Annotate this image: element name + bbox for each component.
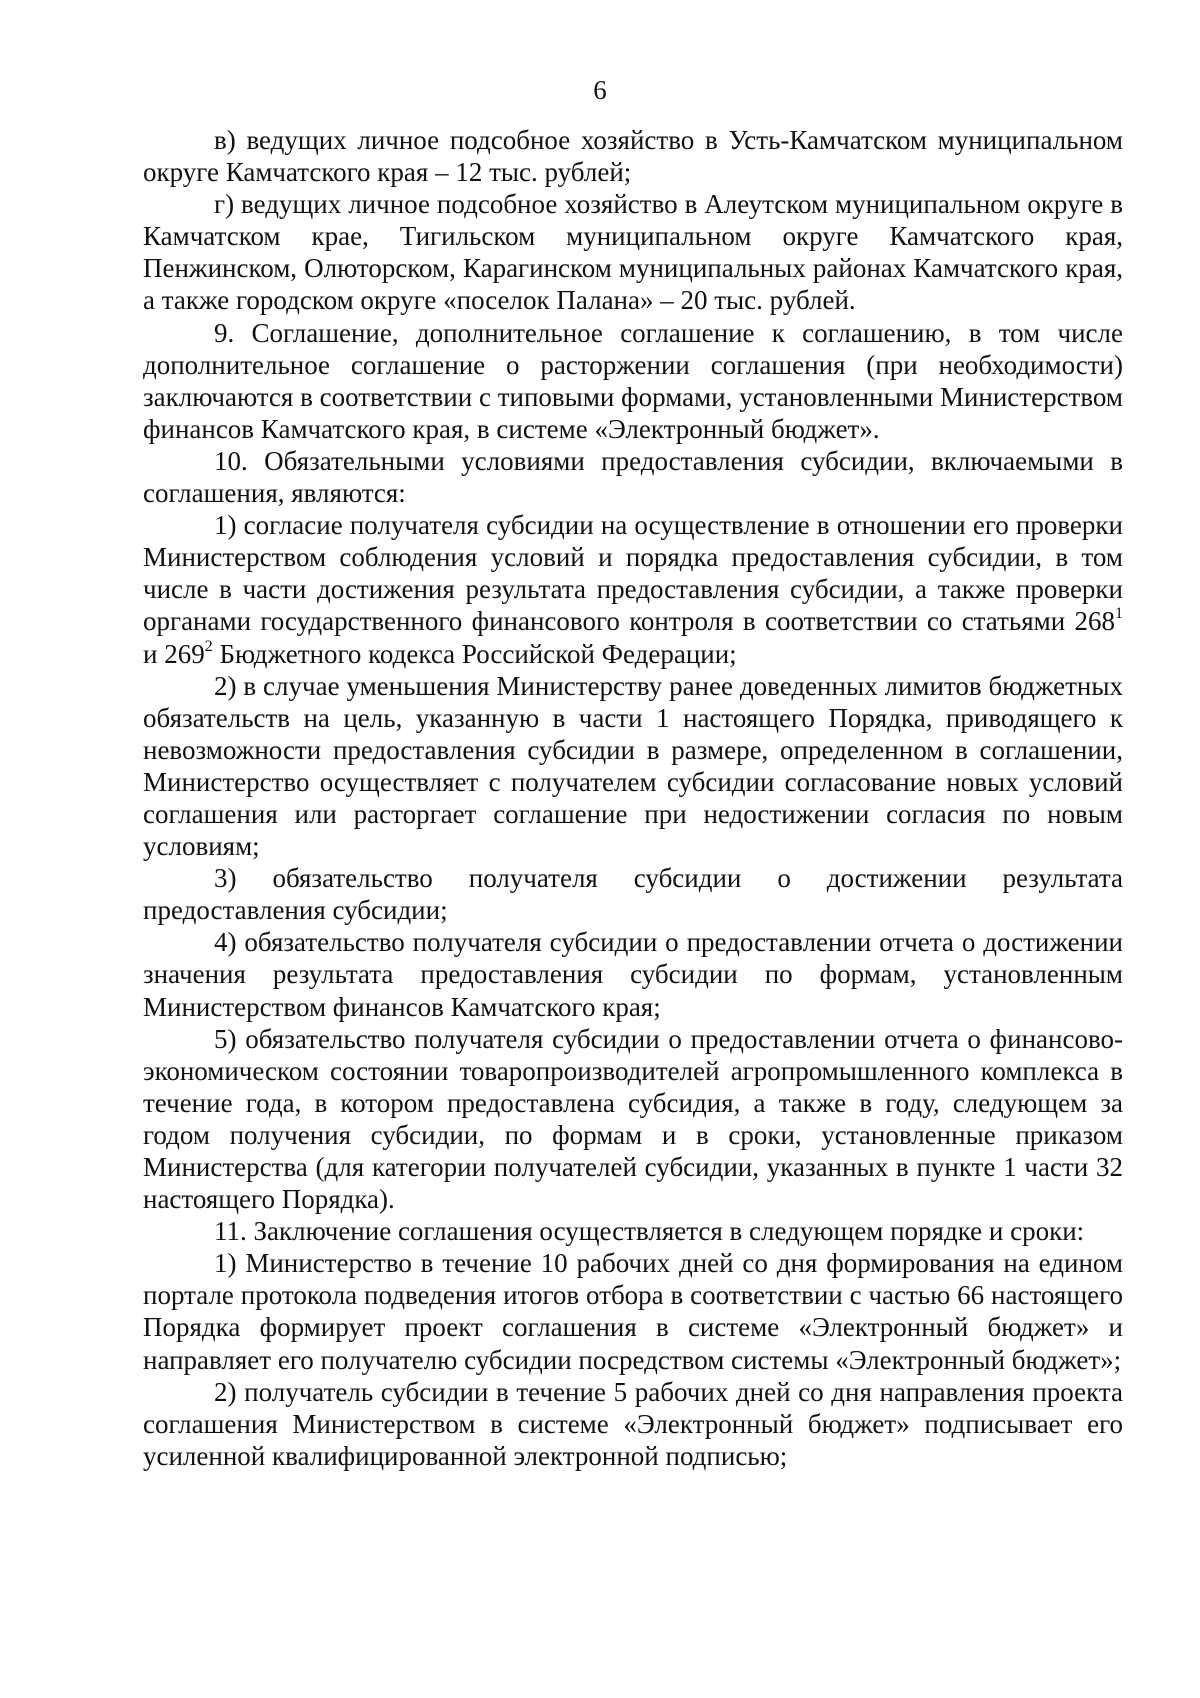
paragraph-10-item-3: 3) обязательство получателя субсидии о достижении результата предоставления субсидии;: [143, 863, 1123, 926]
paragraph-11-item-1: 1) Министерство в течение 10 рабочих дней со дня формирования на едином портале протокола подведения итогов отбора в соответствии с частью 66 настоящего Порядка формирует проект соглашения в системе «Электронный бюджет» и направляет его получателю субсидии посредством системы «Электронный бюджет»;: [143, 1248, 1123, 1375]
text-segment: Бюджетного кодекса Российской Федерации;: [212, 638, 737, 669]
superscript-1: 1: [1115, 605, 1123, 623]
superscript-2: 2: [204, 637, 213, 655]
paragraph-10-item-2: 2) в случае уменьшения Министерству ранее доведенных лимитов бюджетных обязательств на цель, указанную в части 1 настоящего Порядка, приводящего к невозможности предоставления субсидии в размере, определенном в соглашении, Министерство осуществляет с получателем субсидии согласование новых условий соглашения или расторгает соглашение при недостижении согласия по новым условиям;: [143, 670, 1123, 862]
paragraph-10-item-5: 5) обязательство получателя субсидии о предоставлении отчета о финансово-экономическом состоянии товаропроизводителей агропромышленного комплекса в течение года, в котором предоставлена субсидия, а также в году, следующем за годом получения субсидии, по формам и в сроки, установленные приказом Министерства (для категории получателей субсидии, указанных в пункте 1 части 32 настоящего Порядка).: [143, 1023, 1123, 1215]
paragraph-item-v: в) ведущих личное подсобное хозяйство в Усть-Камчатском муниципальном округе Камчатского края – 12 тыс. рублей;: [143, 125, 1123, 188]
paragraph-item-g: г) ведущих личное подсобное хозяйство в Алеутском муниципальном округе в Камчатском крае, Тигильском муниципальном округе Камчатского края, Пенжинском, Олюторском, Карагинском муниципальных районах Камчатского края, а также городском округе «поселок Палана» – 20 тыс. рублей.: [143, 189, 1123, 316]
paragraph-10: 10. Обязательными условиями предоставления субсидии, включаемыми в соглашения, являются:: [143, 445, 1123, 509]
text-segment: 1) согласие получателя субсидии на осуществление в отношении его проверки Министерством соблюдения условий и порядка предоставления субсидии, в том числе в части достижения результата предоставления субсидии, а также проверки органами государственного финансового контроля в соответствии со статьями 268: [143, 510, 1123, 637]
paragraph-9: 9. Соглашение, дополнительное соглашение к соглашению, в том числе дополнительное соглашение о расторжении соглашения (при необходимости) заключаются в соответствии с типовыми формами, установленными Министерством финансов Камчатского края, в системе «Электронный бюджет».: [143, 317, 1123, 444]
paragraph-10-item-1: [143, 509, 1123, 669]
page-number: 6: [593, 75, 607, 105]
paragraph-11: 11. Заключение соглашения осуществляется в следующем порядке и сроки:: [214, 1216, 1085, 1247]
paragraph-10-item-4: 4) обязательство получателя субсидии о предоставлении отчета о достижении значения результата предоставления субсидии по формам, установленным Министерством финансов Камчатского края;: [143, 927, 1123, 1022]
text-segment: и 269: [143, 638, 205, 669]
document-body: [143, 124, 1123, 1472]
paragraph-11-item-2: 2) получатель субсидии в течение 5 рабочих дней со дня направления проекта соглашения Министерством в системе «Электронный бюджет» подписывает его усиленной квалифицированной электронной подписью;: [143, 1376, 1123, 1471]
